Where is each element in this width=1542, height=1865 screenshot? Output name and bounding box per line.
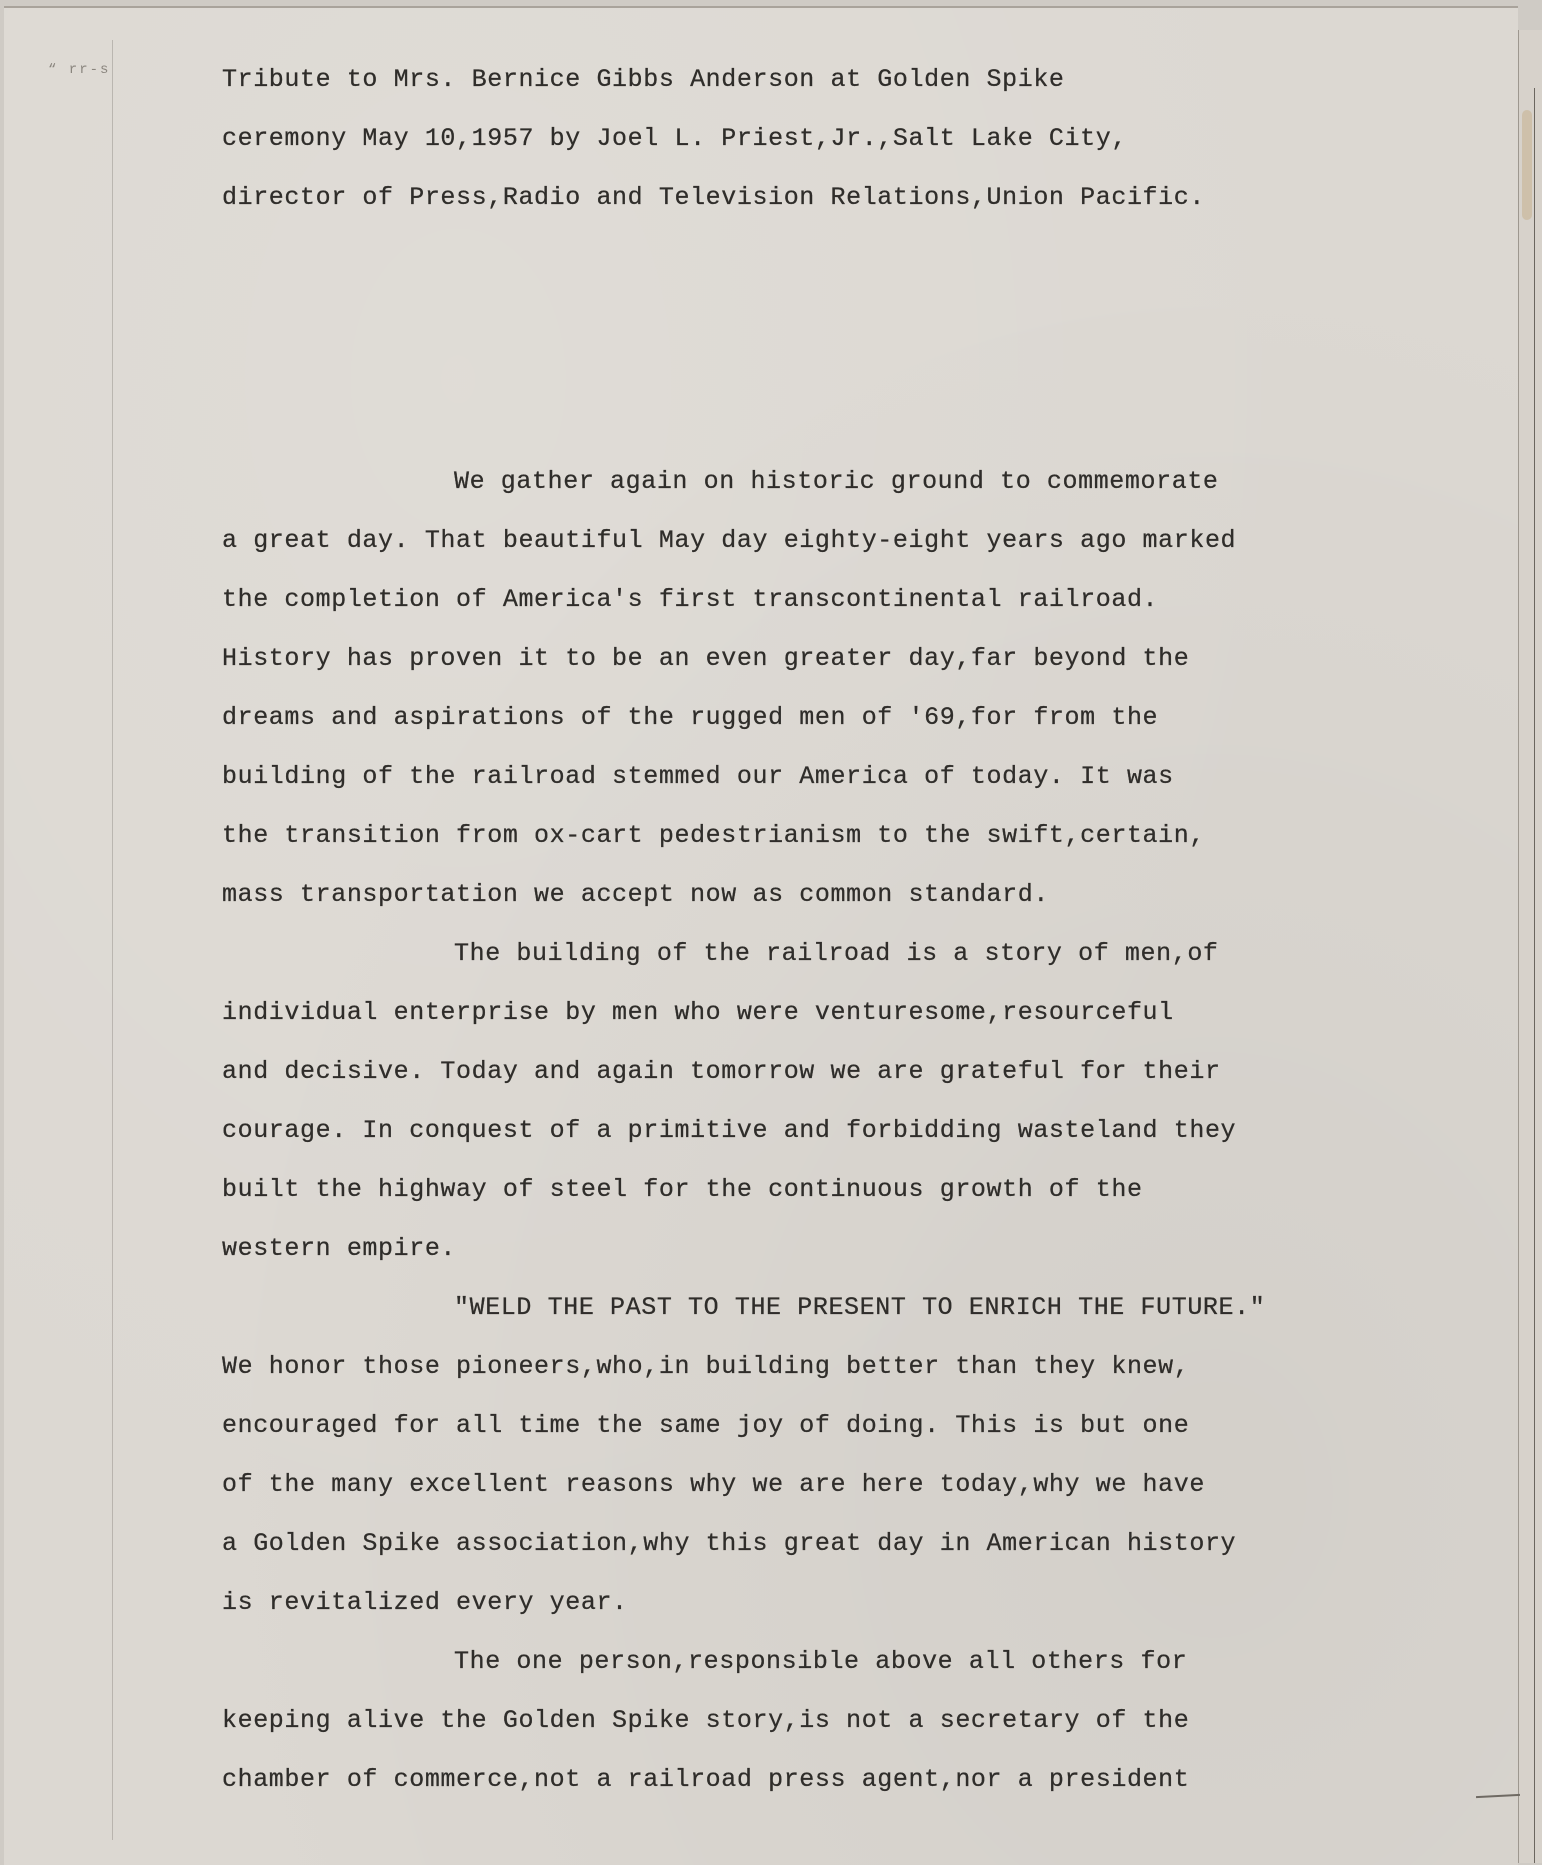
paragraph-line: individual enterprise by men who were venturesome,resourceful [222, 998, 1174, 1027]
left-margin-crease [112, 40, 113, 1840]
paragraph-line: the completion of America's first transcontinental railroad. [222, 585, 1159, 614]
paragraph-line: encouraged for all time the same joy of doing. This is but one [222, 1411, 1190, 1440]
paragraph-line: the transition from ox-cart pedestrianism to the swift,certain, [222, 821, 1205, 850]
paragraph-line: is revitalized every year. [222, 1588, 628, 1617]
motto-line: "WELD THE PAST TO THE PRESENT TO ENRICH THE FUTURE." [454, 1293, 1266, 1322]
paragraph-line: courage. In conquest of a primitive and forbidding wasteland they [222, 1116, 1237, 1145]
paragraph-line: chamber of commerce,not a railroad press agent,nor a president [222, 1765, 1190, 1794]
paragraph-line: dreams and aspirations of the rugged men of '69,for from the [222, 703, 1159, 732]
document-header [222, 50, 1422, 227]
paragraph-line: The one person,responsible above all others for [454, 1647, 1188, 1676]
header-line: ceremony May 10,1957 by Joel L. Priest,Jr.,Salt Lake City, [222, 124, 1127, 153]
paragraph-2 [222, 924, 1422, 1278]
paragraph-3 [222, 1278, 1422, 1632]
document-body [222, 50, 1422, 1809]
paragraph-line: a Golden Spike association,why this great day in American history [222, 1529, 1237, 1558]
paragraph-line: of the many excellent reasons why we are here today,why we have [222, 1470, 1205, 1499]
paragraph-line: keeping alive the Golden Spike story,is not a secretary of the [222, 1706, 1190, 1735]
paragraph-line: The building of the railroad is a story of men,of [454, 939, 1219, 968]
paper-stain [1522, 110, 1532, 220]
paragraph-line: built the highway of steel for the continuous growth of the [222, 1175, 1143, 1204]
paragraph-line: building of the railroad stemmed our America of today. It was [222, 762, 1174, 791]
header-spacing [222, 227, 1422, 452]
paragraph-line: History has proven it to be an even greater day,far beyond the [222, 644, 1190, 673]
paragraph-line: western empire. [222, 1234, 457, 1263]
paragraph-line: We honor those pioneers,who,in building better than they knew, [222, 1352, 1190, 1381]
paragraph-line: a great day. That beautiful May day eighty-eight years ago marked [222, 526, 1237, 555]
header-line: director of Press,Radio and Television Relations,Union Pacific. [222, 183, 1205, 212]
margin-annotation: “ rr‑s [48, 62, 111, 78]
paragraph-line: mass transportation we accept now as common standard. [222, 880, 1049, 909]
paragraph-line: We gather again on historic ground to commemorate [454, 467, 1219, 496]
page-edge-line [1534, 88, 1535, 1863]
paragraph-line: and decisive. Today and again tomorrow we are grateful for their [222, 1057, 1221, 1086]
header-line: Tribute to Mrs. Bernice Gibbs Anderson at Golden Spike [222, 65, 1065, 94]
paragraph-4 [222, 1632, 1422, 1809]
paragraph-1 [222, 452, 1422, 924]
underlying-page-edge [1518, 30, 1542, 1863]
